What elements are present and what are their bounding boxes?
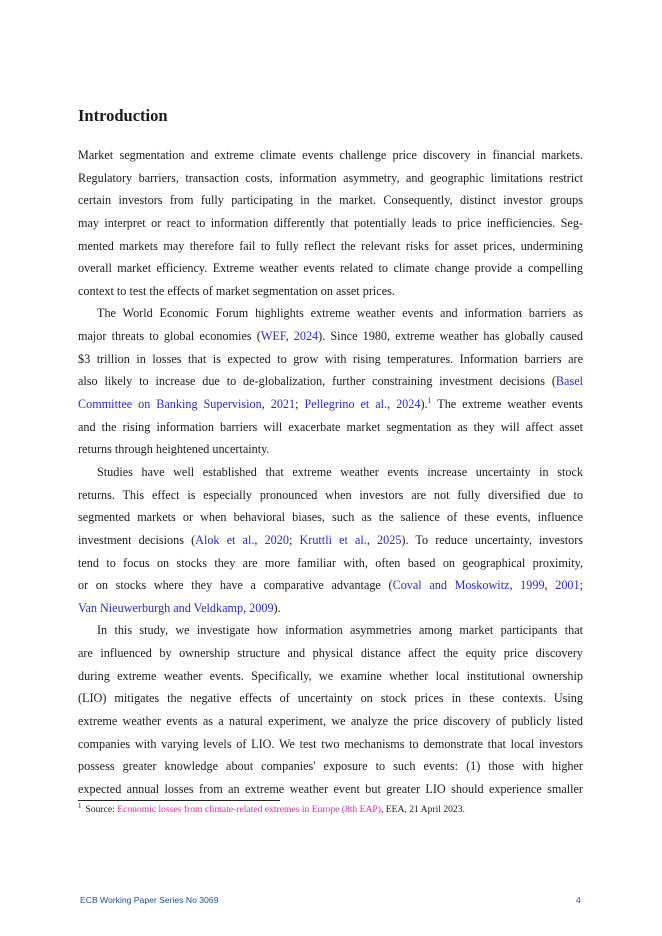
text-run: ). To reduce uncertainty, investors	[401, 532, 584, 547]
text-line-paragraph-2	[78, 302, 583, 325]
citation-link[interactable]: 2009	[249, 600, 274, 615]
page-number: 4	[576, 895, 581, 905]
text-run: The extreme weather events	[431, 397, 584, 412]
text-run: ,	[254, 532, 265, 547]
citation-link[interactable]: 2001	[555, 578, 580, 593]
text-run: or on stocks where they have a comparative advantage (	[78, 578, 393, 593]
text-line-paragraph-3	[78, 552, 583, 575]
text-run: investment decisions (	[78, 532, 196, 547]
text-line-paragraph-4	[78, 665, 583, 688]
text-line-paragraph-4	[78, 687, 583, 710]
text-run: ).	[420, 397, 428, 412]
text-line-paragraph-2	[78, 416, 583, 439]
text-line-paragraph-1	[78, 280, 583, 303]
text-line-paragraph-4	[78, 642, 583, 665]
text-line-paragraph-1	[78, 167, 583, 190]
text-line-paragraph-3	[78, 484, 583, 507]
citation-link[interactable]: Committee on Banking Supervision	[78, 397, 262, 412]
text-run: also likely to increase due to de-globalization, further constraining investment decisions (	[78, 374, 556, 389]
text-line-paragraph-3	[78, 574, 583, 597]
text-run: overall market efficiency. Extreme weather events related to climate change provide a compelling	[78, 261, 583, 276]
text-run: may interpret or react to information differently that potentially leads to price inefficiencies. Seg-	[78, 215, 583, 230]
body-text	[78, 144, 583, 801]
text-run: returns through heightened uncertainty.	[78, 442, 270, 457]
footnote-rule	[78, 800, 280, 801]
footnote	[78, 803, 465, 817]
citation-link[interactable]: 2024	[396, 397, 421, 412]
text-run: companies with varying levels of LIO. We test two mechanisms to demonstrate that local investors	[78, 736, 583, 751]
text-run: and the rising information barriers will exacerbate market segmentation as they will affect asset	[78, 419, 583, 434]
citation-link[interactable]: Kruttli et al.	[299, 532, 367, 547]
text-run: returns. This effect is especially pronounced when investors are not fully diversified due to	[78, 487, 583, 502]
citation-link[interactable]: WEF	[260, 329, 286, 344]
text-run: ,	[544, 578, 556, 593]
text-line-paragraph-3	[78, 506, 583, 529]
text-run: possess greater knowledge about companies' exposure to such events: (1) those with higher	[78, 759, 583, 774]
footnote-number: 1	[78, 801, 82, 810]
text-line-paragraph-2	[78, 370, 583, 393]
text-line-paragraph-4	[78, 619, 583, 642]
citation-link[interactable]: Van Nieuwerburgh and Veldkamp	[78, 600, 244, 615]
text-line-paragraph-2	[78, 348, 583, 371]
text-run: segmented markets or when behavioral biases, such as the salience of these events, influence	[78, 510, 583, 525]
text-run: In this study, we investigate how information asymmetries among market participants that	[97, 623, 583, 638]
text-run: Studies have well established that extreme weather events increase uncertainty in stock	[97, 464, 583, 479]
footer-series: ECB Working Paper Series No 3069	[80, 895, 219, 905]
text-line-paragraph-4	[78, 733, 583, 756]
text-run: ;	[288, 532, 300, 547]
citation-link[interactable]: 2025	[377, 532, 402, 547]
text-run: ,	[285, 329, 294, 344]
citation-link[interactable]: 2024	[293, 329, 319, 344]
text-line-paragraph-1	[78, 212, 583, 235]
text-run: major threats to global economies (	[78, 329, 261, 344]
text-run: tend to focus on stocks they are more familiar with, often based on geographical proximity,	[78, 555, 583, 570]
text-line-paragraph-1	[78, 235, 583, 258]
footnote-marker[interactable]: 1	[427, 395, 432, 405]
text-run: mented markets may therefore fail to fully reflect the relevant risks for asset prices, undermining	[78, 238, 583, 253]
text-run: extreme weather events as a natural experiment, we analyze the price discovery of publicly listed	[78, 714, 583, 729]
text-line-paragraph-4	[78, 778, 583, 801]
text-line-paragraph-3	[78, 461, 583, 484]
text-line-paragraph-4	[78, 710, 583, 733]
text-run: context to test the effects of market segmentation on asset prices.	[78, 283, 395, 298]
footnote-source-link[interactable]: Economic losses from climate-related extremes in Europe (8th EAP)	[117, 804, 381, 815]
text-line-paragraph-3	[78, 529, 583, 552]
text-run: ;	[295, 397, 305, 412]
text-run: The World Economic Forum highlights extreme weather events and information barriers as	[97, 306, 583, 321]
text-run: ,	[509, 578, 521, 593]
section-heading: Introduction	[78, 106, 168, 125]
text-run: (LIO) mitigates the negative effects of uncertainty on stock prices in these contexts. Using	[78, 691, 583, 706]
text-run: are influenced by ownership structure and physical distance affect the equity price discovery	[78, 646, 583, 661]
text-run: ). Since 1980, extreme weather has globally caused	[318, 329, 583, 344]
text-line-paragraph-2	[78, 438, 583, 461]
text-line-paragraph-2	[78, 325, 583, 348]
citation-link[interactable]: 2021	[270, 397, 296, 412]
text-run: expected annual losses from an extreme weather event but greater LIO should experience smaller	[78, 781, 583, 796]
text-line-paragraph-4	[78, 755, 583, 778]
footnote-suffix: , EEA, 21 April 2023.	[380, 804, 465, 815]
text-run: during extreme weather events. Specifically, we examine whether local institutional ownership	[78, 668, 583, 683]
text-line-paragraph-1	[78, 189, 583, 212]
text-run: ,	[261, 397, 271, 412]
citation-link[interactable]: Alok et al.	[195, 532, 255, 547]
text-run: ,	[366, 532, 378, 547]
text-run: $3 trillion in losses that is expected to grow with rising temperatures. Information barriers are	[78, 351, 583, 366]
citation-link[interactable]: Pellegrino et al.	[304, 397, 388, 412]
citation-link[interactable]: Coval and Moskowitz	[392, 578, 510, 593]
text-run: ,	[387, 397, 397, 412]
text-run: ,	[243, 600, 250, 615]
citation-link[interactable]: 1999	[520, 578, 545, 593]
footnote-prefix: Source:	[85, 804, 118, 815]
text-line-paragraph-1	[78, 144, 583, 167]
citation-link[interactable]: 2020	[264, 532, 289, 547]
citation-link[interactable]: Basel	[555, 374, 583, 389]
text-run: Regulatory barriers, transaction costs, information asymmetry, and geographic limitations restrict	[78, 170, 583, 185]
text-run: ).	[273, 600, 281, 615]
text-run: certain investors from fully participating in the market. Consequently, distinct investor groups	[78, 193, 583, 208]
text-line-paragraph-1	[78, 257, 583, 280]
text-line-paragraph-2	[78, 393, 583, 416]
text-run: Market segmentation and extreme climate events challenge price discovery in financial markets.	[78, 148, 583, 162]
text-run: ;	[579, 578, 583, 593]
text-line-paragraph-3	[78, 597, 583, 620]
